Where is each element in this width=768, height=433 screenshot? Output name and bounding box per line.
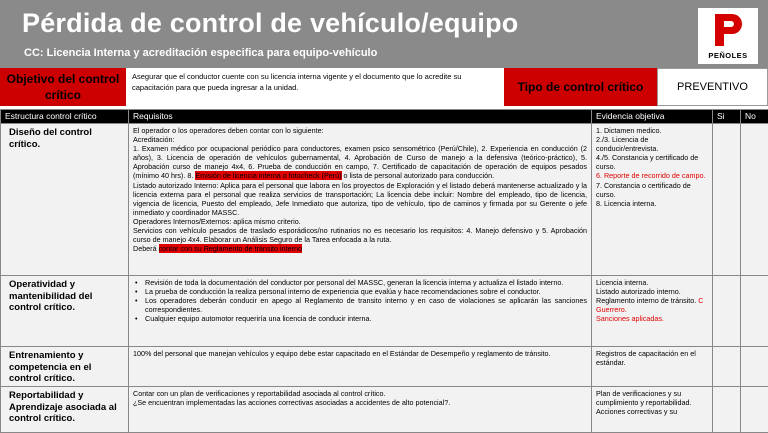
evidence-line: 7. Constancia o certificado de curso. [596,180,691,199]
row-evidence [592,124,713,276]
page-subtitle: CC: Licencia Interna y acreditación especifica para equipo-vehículo [24,47,378,59]
row-category: Reportabilidad y Aprendizaje asociada al control crítico. [1,387,129,433]
evidence-line: 1. Dictamen medico. [596,126,662,135]
list-item: • La prueba de conducción la realiza personal interno de experiencia que evalúa y hace recomendaciones sobre el conductor. [133,287,587,296]
header-no: No [741,110,768,124]
no-cell[interactable] [741,124,768,276]
row-evidence: Plan de verificaciones y su cumplimiento y reportabilidad. Acciones correctivas y su [592,387,713,433]
penoles-logo-icon [712,12,744,50]
requirement-line: ¿Se encuentran implementadas las acciones correctivas asociadas a accidentes de alto potencial?. [133,398,451,408]
si-cell[interactable] [713,347,741,387]
evidence-line-red: Sanciones aplicadas. [596,314,664,324]
table-row-design [1,124,768,276]
critical-control-table [0,109,768,433]
table-header-row [1,110,768,124]
si-cell[interactable] [713,387,741,433]
requirement-line: Contar con un plan de verificaciones y reportabilidad asociada al control crítico. [133,389,386,398]
req-acreditacion-label: Acreditación: [133,135,175,145]
req-operadores: Operadores Internos/Externos: aplica mismo criterio. [133,216,301,226]
title-banner [0,0,768,68]
header-evidence: Evidencia objetiva [592,110,713,124]
list-item: • Los operadores deberán conducir en apego al Reglamento de transito interno y en caso de violaciones se aplicarán las sanciones correspondientes. [133,296,587,314]
table-row-reportabilidad [1,387,768,433]
evidence-text: Reglamento interno de tránsito. [596,296,697,306]
req-highlight-reglamento: contar con su Reglamento de tránsito interno [158,244,303,254]
si-cell[interactable] [713,124,741,276]
table-row-operatividad [1,276,768,347]
evidence-line: 4./5. Constancia y certificado de curso. [596,153,699,172]
table-row-entrenamiento [1,347,768,387]
row-category: Diseño del control crítico. [1,124,129,276]
req-listado: Listado autorizado Interno: Aplica para el personal que labora en los proyectos de Exploración y el listado deberá mantenerse actualizado y la licencia externa para el personal que realiza servicios de transportación; La licencia debe incluir: Nombre del empleado, tipo de licencia, vigencia de licencia, Puesto del empleado, Jefe Inmediato que autoriza, tipo de vehículo, tipo de caminos y firmada por su Gerente o jefe inmediato y coordinador MASSC. [133,180,587,217]
header-requirements: Requisitos [129,110,592,124]
evidence-line: 2./3. Licencia de conducir/entrevista. [596,135,659,154]
evidence-line: Licencia interna. [596,278,649,287]
row-requirements [129,387,592,433]
evidence-line: Listado autorizado interno. [596,287,681,297]
row-evidence: Registros de capacitación en el estándar. [592,347,713,387]
req-debera [133,244,587,253]
row-requirements: 100% del personal que manejan vehículos y equipo debe estar capacitado en el Estándar de Desempeño y reglamento de tránsito. [129,347,592,387]
row-requirements [129,276,592,347]
header-si: Si [713,110,741,124]
list-item: • Cualquier equipo automotor requeriría una licencia de conducir interna. [133,314,587,323]
page-title: Pérdida de control de vehículo/equipo [22,8,519,38]
req-acreditacion-text: 1. Examen médico por ocupacional periódico para conductores, examen psico sensométrico (Perú/Chile), 2. Experiencia en conducción (2 años), 3. Licencia de operación de vehículos gubernamental, 4. Aprobación de Curso de manejo a la defensiva (teórico-práctico), 5. Aprobación curso de manejo 4x4, 6. Prueba de conducción en campo, 7. Certificado de capacitación de operación de equipos pesados (mínimo 40 hrs). 8. [133,144,587,181]
penoles-logo [698,8,758,64]
list-item: • Revisión de toda la documentación del conductor por personal del MASSC, generan la licencia interna y actualiza el listado interno. [133,278,587,287]
control-type-value: PREVENTIVO [657,68,768,106]
req-highlight-licencia: Emisión de licencia interna o fotocheck (Perú) [195,171,342,181]
no-cell[interactable] [741,276,768,347]
req-servicios: Servicios con vehículo pesados de traslado esporádicos/no rutinarios no es necesario los requisitos: 4. Manejo defensivo y 5. Aprobación curso de manejo 4x4. Elaborar un Análisis Seguro de la Tarea enfocada a la ruta. [133,226,587,245]
row-evidence [592,276,713,347]
objective-text: Asegurar que el conductor cuente con su licencia interna vigente y el documento que lo acredite su capacitación para que pueda ingresar a la unidad. [126,68,504,106]
objective-label: Objetivo del control crítico [0,68,126,106]
req-acreditacion [133,144,587,180]
evidence-line [596,296,708,314]
control-type-label: Tipo de control crítico [504,68,657,106]
no-cell[interactable] [741,347,768,387]
req-debera-text: Deberá [133,244,157,254]
header-structure: Estructura control crítico [1,110,129,124]
row-requirements [129,124,592,276]
row-category: Entrenamiento y competencia en el control crítico. [1,347,129,387]
req-intro: El operador o los operadores deben contar con lo siguiente: [133,126,324,135]
req-acreditacion-tail: o lista de personal autorizado para conducción. [341,171,495,181]
requirements-list [133,278,587,323]
evidence-red-inline: C Guerrero. [596,296,704,315]
row-category: Operatividad y mantenibilidad del control crítico. [1,276,129,347]
si-cell[interactable] [713,276,741,347]
evidence-line: 8. Licencia interna. [596,198,657,208]
no-cell[interactable] [741,387,768,433]
evidence-line-red: 6. Reporte de recorrido de campo. [596,171,706,181]
logo-wordmark: PEÑOLES [708,51,748,60]
